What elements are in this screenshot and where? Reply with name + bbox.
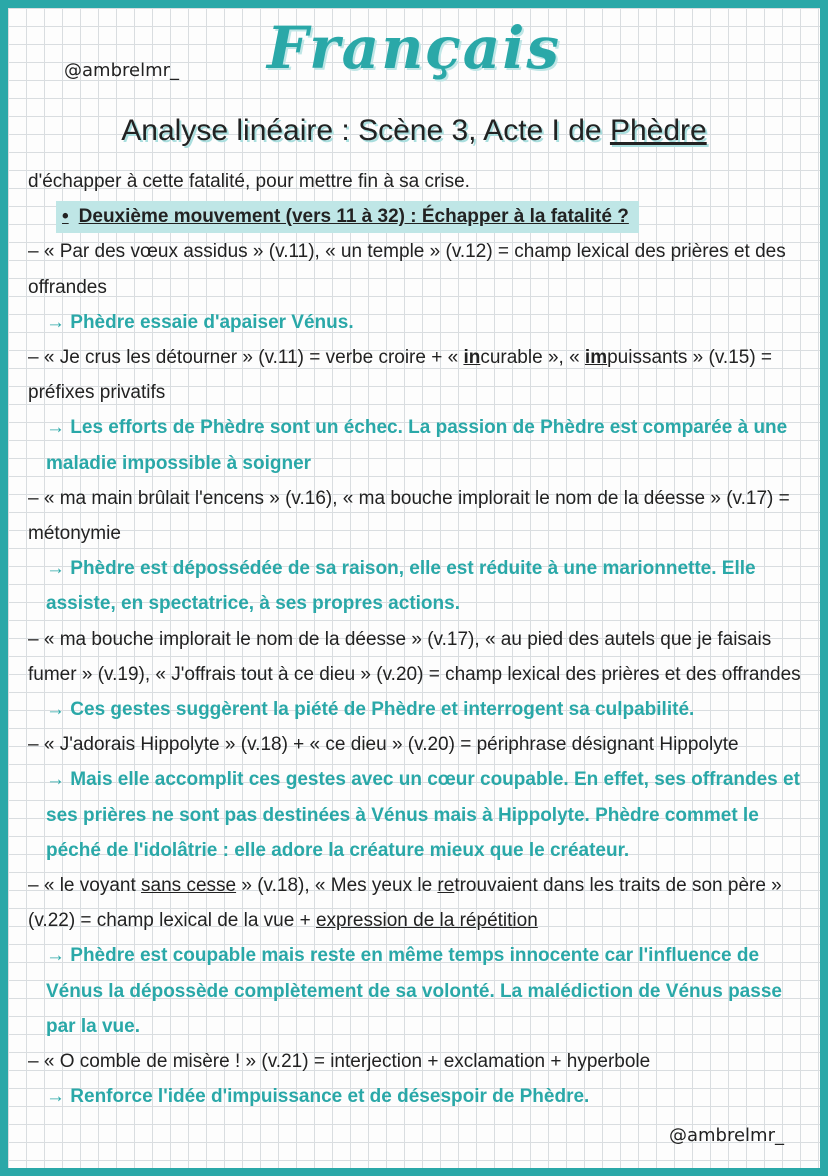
underlined-text: re: [437, 875, 455, 897]
quote-text: curable », «: [480, 347, 585, 369]
subtitle-work: Phèdre: [609, 114, 707, 147]
section-heading-text: Deuxième mouvement (vers 11 à 32) : Échapper à la fatalité ?: [78, 206, 629, 228]
quote-line: [28, 340, 810, 410]
author-handle-top: @ambrelmr_: [64, 60, 180, 81]
page-subtitle: [8, 114, 820, 148]
page-title: Français: [266, 14, 562, 82]
quote-line: – « J'adorais Hippolyte » (v.18) + « ce dieu » (v.20) = périphrase désignant Hippolyte: [28, 734, 739, 756]
notes-content: [28, 164, 810, 1114]
section-row: [28, 199, 810, 234]
quote-text: puissants » (v.15) = préfixes privatifs: [28, 347, 773, 404]
underlined-text: sans cesse: [141, 875, 237, 897]
quote-line: [28, 868, 810, 938]
quote-line: – « O comble de misère ! » (v.21) = interjection + exclamation + hyperbole: [28, 1051, 651, 1073]
intro-line: d'échapper à cette fatalité, pour mettre fin à sa crise.: [28, 171, 470, 192]
prefix-highlight: im: [584, 347, 608, 369]
subtitle-text: Analyse linéaire : Scène 3, Acte I de: [121, 114, 610, 147]
quote-text: – « le voyant: [28, 875, 142, 897]
quote-text: – « Je crus les détourner » (v.11) = verbe croire + «: [28, 347, 464, 369]
interpretation-note: → Les efforts de Phèdre sont un échec. La passion de Phèdre est comparée à une maladie impossible à soigner: [46, 417, 788, 474]
quote-line: – « ma bouche implorait le nom de la déesse » (v.17), « au pied des autels que je faisais fumer » (v.19), « J'offrais tout à ce dieu » (v.20) = champ lexical des prières et des offrandes: [28, 628, 801, 685]
interpretation-note: → Ces gestes suggèrent la piété de Phèdre et interrogent sa culpabilité.: [46, 699, 695, 721]
interpretation-note: → Renforce l'idée d'impuissance et de désespoir de Phèdre.: [46, 1086, 590, 1108]
interpretation-note: → Phèdre est coupable mais reste en même temps innocente car l'influence de Vénus la dépossède complètement de sa volonté. La malédiction de Vénus passe par la vue.: [46, 945, 782, 1037]
prefix-highlight: in: [463, 347, 481, 369]
author-handle-bottom: @ambrelmr_: [668, 1125, 784, 1146]
quote-line: – « ma main brûlait l'encens » (v.16), « ma bouche implorait le nom de la déesse » (v.17) = métonymie: [28, 487, 790, 545]
quote-text: » (v.18), « Mes yeux le: [236, 875, 438, 897]
bullet-icon: •: [62, 206, 69, 228]
quote-text: trouvaient dans les traits de son père » (v.22) = champ lexical de la vue +: [28, 875, 782, 932]
interpretation-note: → Phèdre essaie d'apaiser Vénus.: [46, 311, 354, 333]
interpretation-note: → Mais elle accomplit ces gestes avec un cœur coupable. En effet, ses offrandes et ses prières ne sont pas destinées à Vénus mais à Hippolyte. Phèdre commet le péché de l'idolâtrie : elle adore la créature mieux que le créateur.: [46, 769, 800, 861]
underlined-text: expression de la répétition: [315, 910, 538, 932]
quote-line: – « Par des vœux assidus » (v.11), « un temple » (v.12) = champ lexical des prières et des offrandes: [28, 241, 786, 298]
interpretation-note: → Phèdre est dépossédée de sa raison, elle est réduite à une marionnette. Elle assiste, en spectatrice, à ses propres actions.: [46, 558, 756, 615]
section-heading: [56, 201, 639, 233]
notebook-page: [8, 8, 820, 1168]
